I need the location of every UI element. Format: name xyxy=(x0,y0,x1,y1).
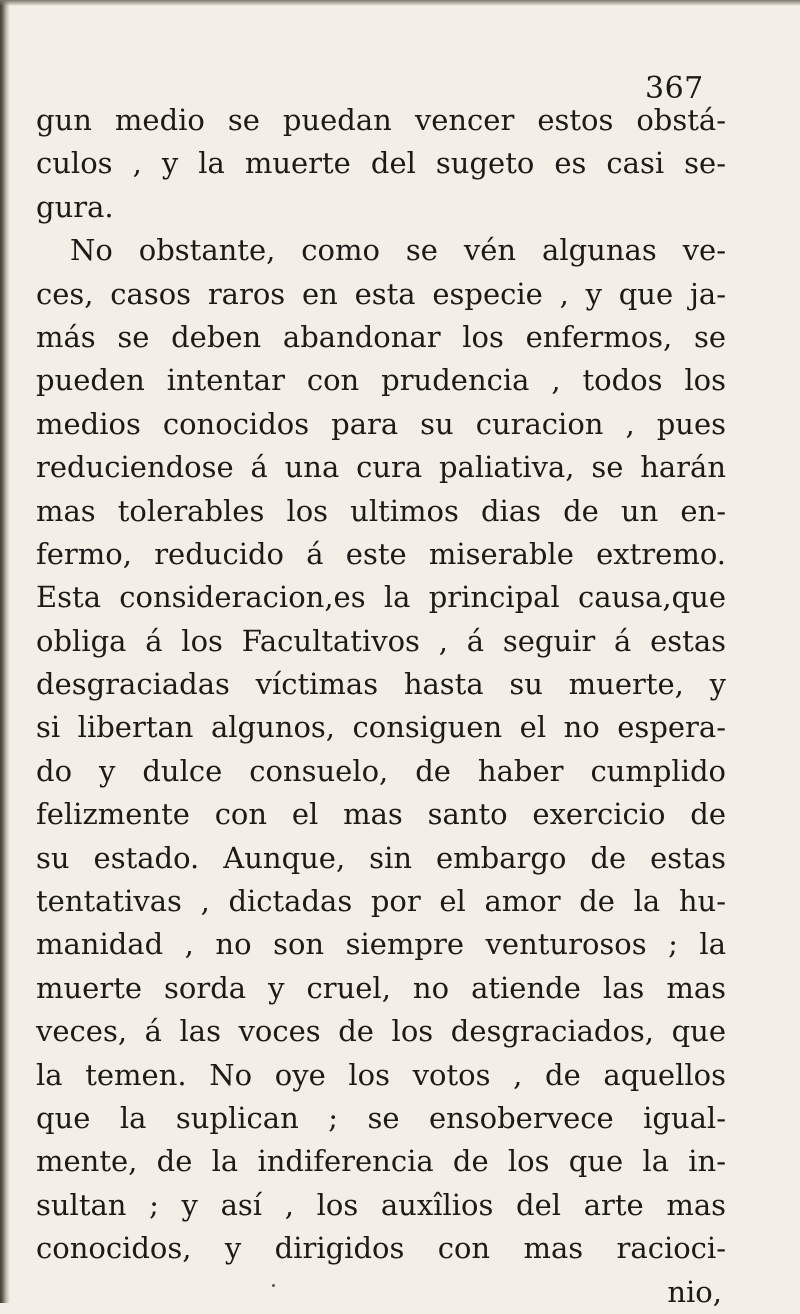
text-line-content: muerte sorda y cruel, no atiende las mas xyxy=(36,970,726,1005)
text-line-content: sultan ; y así , los auxîlios del arte mas xyxy=(36,1187,726,1222)
text-line xyxy=(36,273,726,316)
text-line xyxy=(36,1227,726,1270)
text-line-content: reduciendose á una cura paliativa, se harán xyxy=(36,450,726,485)
text-line-content: medios conocidos para su curacion , pues xyxy=(36,406,726,441)
catchword-text: nio, xyxy=(667,1274,722,1309)
text-line-content: Esta consideracion,es la principal causa,que xyxy=(36,580,726,615)
text-line-content: veces, á las voces de los desgraciados, que xyxy=(36,1014,726,1049)
text-line xyxy=(36,923,726,966)
text-line-content: mente, de la indiferencia de los que la in- xyxy=(36,1144,726,1179)
text-line-content: la temen. No oye los votos , de aquellos xyxy=(36,1057,726,1092)
text-line xyxy=(36,620,726,663)
text-line xyxy=(36,99,726,142)
text-line xyxy=(36,186,726,229)
text-line xyxy=(36,663,726,706)
text-line-content: obliga á los Facultativos , á seguir á estas xyxy=(36,623,726,658)
text-line-content: desgraciadas víctimas hasta su muerte, y xyxy=(36,667,726,702)
text-line-content: fermo, reducido á este miserable extremo. xyxy=(36,536,726,571)
text-line-content: ces, casos raros en esta especie , y que ja- xyxy=(36,276,726,311)
text-line xyxy=(36,880,726,923)
text-line-content: más se deben abandonar los enfermos, se xyxy=(36,319,726,354)
text-line-content: felizmente con el mas santo exercicio de xyxy=(36,797,726,832)
text-line-content: do y dulce consuelo, de haber cumplido xyxy=(36,753,726,788)
page-binding-edge xyxy=(0,0,10,1303)
text-line xyxy=(36,142,726,185)
text-line xyxy=(36,1140,726,1183)
catchword xyxy=(36,1271,726,1314)
text-line xyxy=(36,750,726,793)
text-line xyxy=(36,1097,726,1140)
text-line xyxy=(36,533,726,576)
text-line-content: manidad , no son siempre venturosos ; la xyxy=(36,927,726,962)
ink-speck xyxy=(272,1284,275,1287)
text-line-content: tentativas , dictadas por el amor de la hu- xyxy=(36,884,726,919)
text-line xyxy=(36,1054,726,1097)
text-line xyxy=(36,316,726,359)
text-line-content: mas tolerables los ultimos dias de un en- xyxy=(36,493,726,528)
text-line-content: conocidos, y dirigidos con mas racioci- xyxy=(36,1231,726,1266)
text-line-content: su estado. Aunque, sin embargo de estas xyxy=(36,840,726,875)
text-line xyxy=(36,1010,726,1053)
text-line xyxy=(36,403,726,446)
text-line-content: que la suplican ; se ensobervece igual- xyxy=(36,1100,726,1135)
text-line-content: gura. xyxy=(36,189,114,224)
body-text xyxy=(36,99,726,1314)
text-line-content: culos , y la muerte del sugeto es casi se- xyxy=(36,146,726,181)
page-top-edge xyxy=(0,0,800,6)
text-line xyxy=(36,1184,726,1227)
text-line xyxy=(36,793,726,836)
text-line xyxy=(36,706,726,749)
text-line xyxy=(36,576,726,619)
text-line-content: pueden intentar con prudencia , todos los xyxy=(36,363,726,398)
text-line xyxy=(36,490,726,533)
text-line xyxy=(36,446,726,489)
paragraph-start-line xyxy=(36,229,726,272)
text-line-content: gun medio se puedan vencer estos obstá- xyxy=(36,103,726,137)
text-line-content: si libertan algunos, consiguen el no espera- xyxy=(36,710,726,745)
text-line xyxy=(36,359,726,402)
text-line xyxy=(36,837,726,880)
text-line xyxy=(36,967,726,1010)
text-line-content: No obstante, como se vén algunas ve- xyxy=(70,233,726,268)
page-number: 367 xyxy=(645,71,704,106)
